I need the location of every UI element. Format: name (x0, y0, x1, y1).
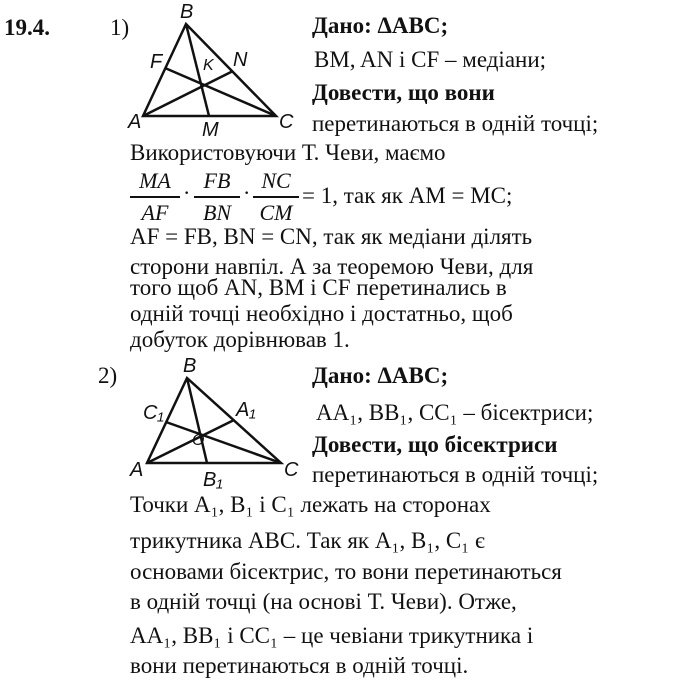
part1-prove-line2: перетинаються в одній точці; (312, 111, 599, 136)
fig1-label-f: F (150, 51, 163, 73)
part1-given: Дано: ΔABC; (312, 13, 449, 38)
part1-medians: BM, AN і CF – медіани; (314, 47, 547, 72)
part1-text-line2: того щоб AN, BM і CF перетинались в (130, 275, 507, 300)
part2-text-line4: в одній точці (на основі Т. Чеви). Отже, (130, 589, 517, 614)
part2-bisectors: AA₁, BB₁, CC₁ – бісектриси; (316, 400, 594, 425)
fig1-label-n: N (233, 49, 248, 71)
fig2-label-a: A (130, 459, 144, 481)
fig2-label-c1: C₁ (143, 402, 164, 424)
part1-text-line1: сторони навпіл. А за теоремою Чеви, для (130, 254, 534, 279)
fraction-fb: FB (194, 168, 240, 198)
fig2-label-b1: B₁ (203, 469, 223, 491)
part2-text-line2: трикутника ABC. Так як A₁, B₁, C₁ є (130, 528, 485, 553)
fig2-label-o: O (192, 432, 205, 449)
part2-text-line6: вони перетинаються в одній точці. (130, 653, 469, 678)
fig2-label-b: B (183, 355, 197, 377)
fig1-label-m: M (202, 119, 219, 141)
part2-text-line5: AA₁, BB₁ і CC₁ – це чевіани трикутника і (130, 623, 534, 648)
fig1-label-b: B (180, 1, 194, 23)
part2-text-line1: Точки A₁, B₁ і C₁ лежать на сторонах (130, 492, 491, 517)
part1-using-ceva: Використовуючи Т. Чеви, маємо (130, 140, 446, 165)
part2-text-line3: основами бісектрис, то вони перетинаються (130, 559, 562, 584)
part2-prove-line2: перетинаються в одній точці; (312, 462, 599, 487)
fraction-af: AF (141, 200, 169, 225)
bisector-bb1 (187, 378, 207, 463)
fig1-label-a: A (128, 111, 142, 133)
part1-equalities: AF = FB, BN = CN, так як медіани ділять (130, 224, 533, 249)
fig2-label-a1: A₁ (236, 399, 256, 421)
part1-equation-rest: = 1, так як AM = MC; (302, 183, 513, 208)
fraction-cm: CM (259, 200, 293, 225)
problem-number: 19.4. (4, 15, 50, 40)
part1-prove-heading: Довести, що вони (312, 80, 495, 105)
fig1-label-c: C (279, 111, 294, 133)
fig1-label-k: K (203, 57, 214, 74)
bisector-cc1 (166, 422, 281, 463)
part1-label: 1) (110, 15, 130, 40)
fraction-ma: MA (130, 168, 180, 198)
part1-text-line4: добуток дорівнював 1. (130, 327, 350, 352)
multiply-dot: · (183, 180, 191, 205)
triangle-abc-2 (147, 378, 281, 463)
part2-label: 2) (98, 363, 118, 388)
part2-given: Дано: ΔABC; (312, 363, 449, 388)
fraction-bn: BN (202, 200, 232, 225)
fraction-nc: NC (253, 168, 299, 198)
multiply-dot: · (243, 180, 251, 205)
part2-prove-heading: Довести, що бісектриси (312, 432, 558, 457)
fig2-label-c: C (284, 459, 299, 481)
part1-text-line3: одній точці необхідно і достатньо, щоб (130, 301, 513, 326)
